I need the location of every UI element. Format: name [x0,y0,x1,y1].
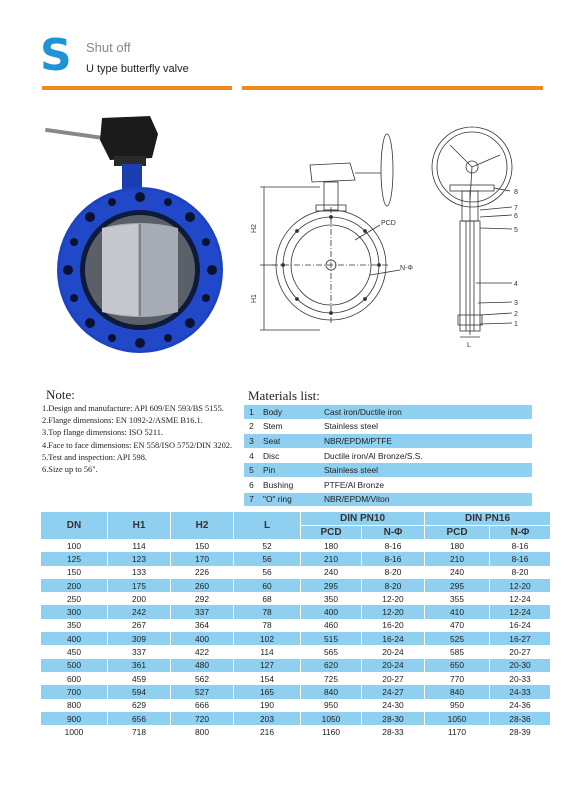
table-cell: 600 [41,672,108,685]
table-cell: 28-36 [490,712,551,725]
material-part: Stem [259,419,320,434]
table-cell: 16-27 [490,632,551,645]
table-cell: 525 [425,632,490,645]
material-name: NBR/EPDM/Viton [320,492,532,507]
table-cell: 350 [301,592,362,605]
table-cell: 150 [41,566,108,579]
table-cell: 8-16 [362,552,425,565]
table-cell: 470 [425,619,490,632]
table-cell: 28-39 [490,725,551,738]
material-row [244,463,532,478]
table-row [41,685,551,698]
table-cell: 840 [301,685,362,698]
table-row [41,539,551,552]
table-row [41,725,551,738]
table-cell: 203 [234,712,301,725]
header-pn10: DIN PN10 [301,512,425,526]
table-cell: 459 [108,672,171,685]
table-cell: 720 [171,712,234,725]
table-cell: 400 [41,632,108,645]
table-cell: 242 [108,605,171,618]
table-cell: 20-24 [362,645,425,658]
material-no: 6 [244,477,259,492]
table-cell: 56 [234,552,301,565]
material-part: "O" ring [259,492,320,507]
dimensions-table [41,512,551,738]
table-cell: 20-27 [362,672,425,685]
table-cell: 16-24 [362,632,425,645]
table-cell: 24-27 [362,685,425,698]
material-no: 5 [244,463,259,478]
table-cell: 364 [171,619,234,632]
table-cell: 656 [108,712,171,725]
table-cell: 56 [234,566,301,579]
material-no: 3 [244,434,259,449]
table-cell: 565 [301,645,362,658]
table-cell: 840 [425,685,490,698]
table-cell: 8-20 [490,566,551,579]
material-row [244,477,532,492]
material-name: Stainless steel [320,463,532,478]
table-row [41,699,551,712]
table-cell: 295 [425,579,490,592]
table-cell: 500 [41,659,108,672]
table-cell: 527 [171,685,234,698]
table-cell: 52 [234,539,301,552]
material-no: 1 [244,405,259,419]
notes-list [42,403,232,476]
part-7: 7 [514,205,518,212]
table-cell: 127 [234,659,301,672]
table-cell: 12-24 [490,605,551,618]
table-cell: 350 [41,619,108,632]
table-cell: 28-33 [362,725,425,738]
table-cell: 12-20 [490,579,551,592]
technical-drawing [250,125,550,350]
l-label: L [467,342,471,349]
notes-heading: Note: [46,387,75,402]
material-row [244,492,532,507]
material-row [244,405,532,419]
table-cell: 410 [425,605,490,618]
table-cell: 175 [108,579,171,592]
material-no: 2 [244,419,259,434]
note-item: 1.Design and manufacture: API 609/EN 593/BS 5155. [42,404,224,413]
material-name: Cast iron/Ductile iron [320,405,532,419]
table-cell: 8-16 [490,552,551,565]
table-cell: 422 [171,645,234,658]
table-row [41,552,551,565]
table-cell: 20-24 [362,659,425,672]
table-row [41,579,551,592]
table-cell: 950 [425,699,490,712]
table-cell: 337 [108,645,171,658]
table-cell: 460 [301,619,362,632]
table-cell: 300 [41,605,108,618]
table-cell: 800 [171,725,234,738]
table-row [41,672,551,685]
table-cell: 725 [301,672,362,685]
table-cell: 24-33 [490,685,551,698]
material-part: Pin [259,463,320,478]
table-cell: 68 [234,592,301,605]
table-cell: 562 [171,672,234,685]
header-h2: H2 [171,512,234,539]
table-cell: 200 [108,592,171,605]
table-cell: 292 [171,592,234,605]
table-row [41,619,551,632]
table-row [41,592,551,605]
note-item: 2.Flange dimensions: EN 1092-2/ASME B16.1. [42,416,203,426]
divider-left [42,86,232,90]
table-cell: 1170 [425,725,490,738]
table-cell: 8-20 [362,579,425,592]
table-cell: 28-30 [362,712,425,725]
table-cell: 361 [108,659,171,672]
h1-label: H1 [251,294,258,303]
header-pcd: PCD [301,526,362,540]
table-cell: 180 [425,539,490,552]
material-no: 7 [244,492,259,507]
table-cell: 700 [41,685,108,698]
table-cell: 620 [301,659,362,672]
table-cell: 133 [108,566,171,579]
table-cell: 16-24 [490,619,551,632]
table-cell: 24-36 [490,699,551,712]
header-pcd: PCD [425,526,490,540]
table-cell: 666 [171,699,234,712]
material-part: Bushing [259,477,320,492]
table-cell: 8-16 [362,539,425,552]
table-cell: 16-20 [362,619,425,632]
table-cell: 629 [108,699,171,712]
materials-heading: Materials list: [248,388,320,403]
table-cell: 114 [234,645,301,658]
table-cell: 585 [425,645,490,658]
material-name: Stainless steel [320,419,532,434]
table-cell: 170 [171,552,234,565]
table-row [41,605,551,618]
materials-table [244,405,532,507]
table-row [41,632,551,645]
note-item: 3.Top flange dimensions: ISO 5211. [42,428,163,438]
h2-label: H2 [251,224,258,233]
table-cell: 100 [41,539,108,552]
table-cell: 594 [108,685,171,698]
table-cell: 400 [301,605,362,618]
part-6: 6 [514,213,518,220]
table-cell: 515 [301,632,362,645]
table-cell: 1000 [41,725,108,738]
table-cell: 900 [41,712,108,725]
table-cell: 650 [425,659,490,672]
table-cell: 78 [234,605,301,618]
table-cell: 309 [108,632,171,645]
table-cell: 770 [425,672,490,685]
table-cell: 400 [171,632,234,645]
section-letter: S [40,30,72,81]
table-cell: 295 [301,579,362,592]
table-cell: 60 [234,579,301,592]
note-item: 5.Test and inspection: API 598. [42,452,148,462]
table-cell: 123 [108,552,171,565]
table-cell: 240 [425,566,490,579]
table-cell: 260 [171,579,234,592]
header-nphi: N-Φ [490,526,551,540]
table-cell: 450 [41,645,108,658]
table-cell: 114 [108,539,171,552]
material-row [244,419,532,434]
divider-right [242,86,543,90]
table-cell: 226 [171,566,234,579]
table-cell: 190 [234,699,301,712]
table-cell: 20-30 [490,659,551,672]
header-h1: H1 [108,512,171,539]
table-cell: 165 [234,685,301,698]
pcd-label: PCD [381,220,396,227]
product-title: U type butterfly valve [86,63,189,75]
table-cell: 12-20 [362,605,425,618]
table-row [41,712,551,725]
table-cell: 180 [301,539,362,552]
material-part: Body [259,405,320,419]
table-cell: 250 [41,592,108,605]
category-title: Shut off [86,40,131,55]
table-cell: 24-30 [362,699,425,712]
table-cell: 154 [234,672,301,685]
table-cell: 800 [41,699,108,712]
table-cell: 12-20 [362,592,425,605]
material-name: Ductile iron/Al Bronze/S.S. [320,448,532,463]
table-cell: 480 [171,659,234,672]
table-cell: 20-33 [490,672,551,685]
table-row [41,566,551,579]
table-cell: 78 [234,619,301,632]
table-cell: 8-20 [362,566,425,579]
table-cell: 125 [41,552,108,565]
table-cell: 216 [234,725,301,738]
part-8: 8 [514,189,518,196]
table-cell: 210 [301,552,362,565]
table-cell: 1050 [301,712,362,725]
table-cell: 102 [234,632,301,645]
material-row [244,434,532,449]
table-cell: 200 [41,579,108,592]
table-cell: 718 [108,725,171,738]
material-no: 4 [244,448,259,463]
material-part: Seat [259,434,320,449]
material-name: NBR/EPDM/PTFE [320,434,532,449]
table-cell: 20-27 [490,645,551,658]
table-cell: 1050 [425,712,490,725]
part-4: 4 [514,281,518,288]
table-cell: 950 [301,699,362,712]
table-cell: 12-24 [490,592,551,605]
header-pn16: DIN PN16 [425,512,551,526]
part-2: 2 [514,311,518,318]
header-nphi: N-Φ [362,526,425,540]
note-item: 6.Size up to 56". [42,465,98,475]
part-1: 1 [514,321,518,328]
table-row [41,645,551,658]
table-cell: 337 [171,605,234,618]
table-cell: 150 [171,539,234,552]
valve-photo [40,100,240,365]
table-cell: 267 [108,619,171,632]
header-dn: DN [41,512,108,539]
material-part: Disc [259,448,320,463]
nphi-label: N-Φ [400,265,413,272]
material-row [244,448,532,463]
table-cell: 8-16 [490,539,551,552]
table-cell: 1160 [301,725,362,738]
table-cell: 240 [301,566,362,579]
table-cell: 355 [425,592,490,605]
table-cell: 210 [425,552,490,565]
header-l: L [234,512,301,539]
material-name: PTFE/Al Bronze [320,477,532,492]
part-3: 3 [514,300,518,307]
note-item: 4.Face to face dimensions: EN 558/ISO 5752/DIN 3202. [42,440,233,450]
table-row [41,659,551,672]
part-5: 5 [514,227,518,234]
